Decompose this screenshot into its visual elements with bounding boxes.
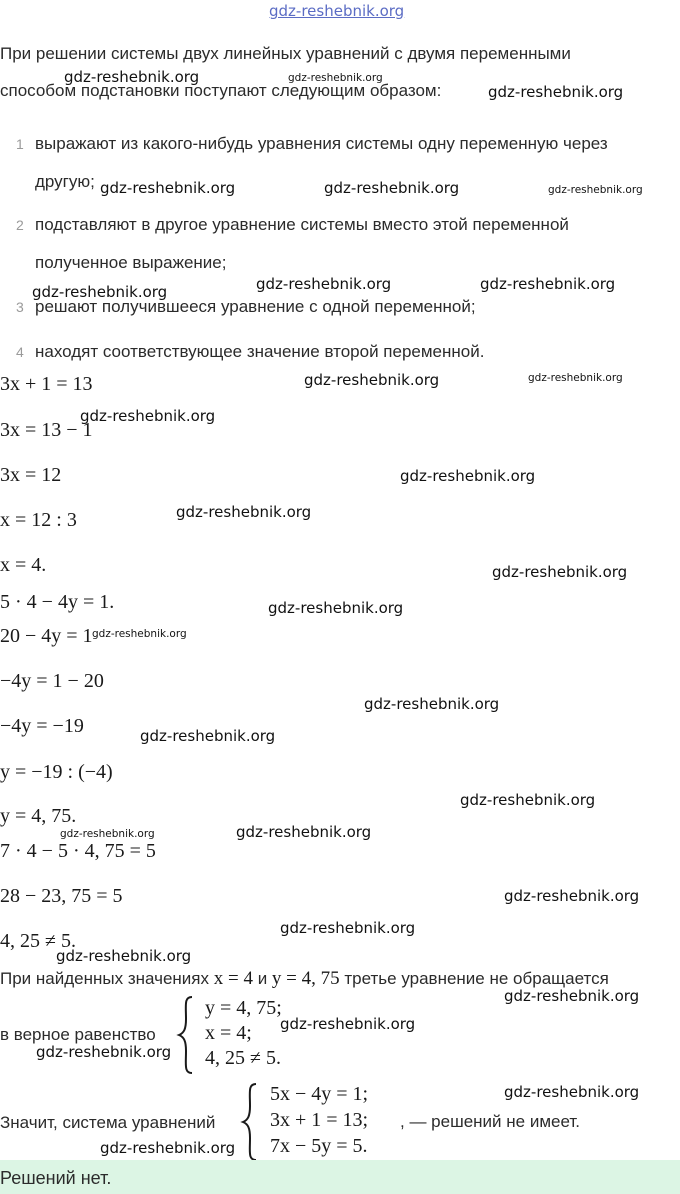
watermark: gdz-reshebnik.org: [64, 68, 200, 86]
watermark: gdz-reshebnik.org: [460, 791, 596, 809]
watermark: gdz-reshebnik.org: [60, 828, 155, 840]
final-system-brace: [240, 1082, 260, 1162]
step-text: выражают из какого-нибудь уравнения системы одну переменную через: [35, 134, 608, 153]
conclusion-system-row: y = 4, 75;: [205, 997, 282, 1019]
conclusion-x-value: x = 4: [213, 968, 253, 989]
watermark: gdz-reshebnik.org: [288, 72, 383, 84]
conclusion-system-row: 4, 25 ≠ 5.: [205, 1047, 281, 1069]
equation: 7 · 4 − 5 · 4, 75 = 5: [0, 840, 156, 862]
watermark: gdz-reshebnik.org: [400, 467, 536, 485]
watermark: gdz-reshebnik.org: [492, 563, 628, 581]
watermark: gdz-reshebnik.org: [488, 83, 624, 101]
watermark: gdz-reshebnik.org: [36, 1043, 172, 1061]
watermark: gdz-reshebnik.org: [528, 372, 623, 384]
step-text: полученное выражение;: [35, 253, 227, 272]
equation: x = 12 : 3: [0, 509, 77, 531]
equation: 20 − 4y = 1: [0, 625, 93, 647]
watermark: gdz-reshebnik.org: [140, 727, 276, 745]
watermark: gdz-reshebnik.org: [80, 407, 216, 425]
watermark: gdz-reshebnik.org: [236, 823, 372, 841]
watermark: gdz-reshebnik.org: [32, 283, 168, 301]
watermark: gdz-reshebnik.org: [480, 275, 616, 293]
step-text: подставляют в другое уравнение системы вместо этой переменной: [35, 215, 569, 234]
watermark: gdz-reshebnik.org: [92, 628, 187, 640]
step-number: 2: [16, 217, 24, 233]
final-system-row: 3x + 1 = 13;: [270, 1109, 369, 1131]
watermark: gdz-reshebnik.org: [504, 1083, 640, 1101]
conclusion-y-value: y = 4, 75: [271, 968, 340, 989]
final-system-row: 7x − 5y = 5.: [270, 1135, 368, 1157]
step-number: 3: [16, 299, 24, 315]
watermark: gdz-reshebnik.org: [364, 695, 500, 713]
conclusion-suffix: третье уравнение не обращается: [344, 969, 609, 988]
watermark: gdz-reshebnik.org: [324, 179, 460, 197]
equation: y = −19 : (−4): [0, 761, 113, 783]
equation: 3x = 12: [0, 464, 62, 486]
watermark: gdz-reshebnik.org: [280, 1015, 416, 1033]
conclusion-system-brace: [176, 995, 196, 1075]
conclusion-prefix: При найденных значениях: [0, 969, 209, 988]
header-site-link[interactable]: gdz-reshebnik.org: [269, 2, 405, 20]
equation: 4, 25 ≠ 5.: [0, 930, 76, 952]
equation: y = 4, 75.: [0, 805, 77, 827]
watermark: gdz-reshebnik.org: [504, 887, 640, 905]
conclusion-line-2: в верное равенство: [0, 1025, 156, 1044]
answer-text: Решений нет.: [0, 1168, 112, 1188]
watermark: gdz-reshebnik.org: [256, 275, 392, 293]
step-text: решают получившееся уравнение с одной переменной;: [35, 297, 476, 316]
final-system-row: 5x − 4y = 1;: [270, 1083, 369, 1105]
watermark: gdz-reshebnik.org: [548, 184, 643, 196]
step-number: 4: [16, 344, 24, 360]
equation: 3x + 1 = 13: [0, 373, 93, 395]
conclusion-and: и: [257, 969, 268, 988]
equation: 3x = 13 − 1: [0, 419, 93, 441]
watermark: gdz-reshebnik.org: [100, 179, 236, 197]
step-text: другую;: [35, 172, 95, 191]
watermark: gdz-reshebnik.org: [176, 503, 312, 521]
final-prefix: Значит, система уравнений: [0, 1113, 216, 1132]
equation: 28 − 23, 75 = 5: [0, 885, 123, 907]
watermark: gdz-reshebnik.org: [268, 599, 404, 617]
watermark: gdz-reshebnik.org: [504, 987, 640, 1005]
final-suffix: , — решений не имеет.: [400, 1112, 580, 1131]
equation: −4y = −19: [0, 715, 84, 737]
watermark: gdz-reshebnik.org: [56, 947, 192, 965]
step-number: 1: [16, 136, 24, 152]
watermark: gdz-reshebnik.org: [100, 1139, 236, 1157]
intro-line-2: способом подстановки поступают следующим образом:: [0, 81, 442, 100]
equation: 5 · 4 − 4y = 1.: [0, 591, 115, 613]
equation: x = 4.: [0, 554, 47, 576]
equation: −4y = 1 − 20: [0, 670, 104, 692]
intro-line-1: При решении системы двух линейных уравнений с двумя переменными: [0, 44, 571, 63]
step-text: находят соответствующее значение второй переменной.: [35, 342, 485, 361]
watermark: gdz-reshebnik.org: [280, 919, 416, 937]
watermark: gdz-reshebnik.org: [304, 371, 440, 389]
conclusion-system-row: x = 4;: [205, 1022, 252, 1044]
